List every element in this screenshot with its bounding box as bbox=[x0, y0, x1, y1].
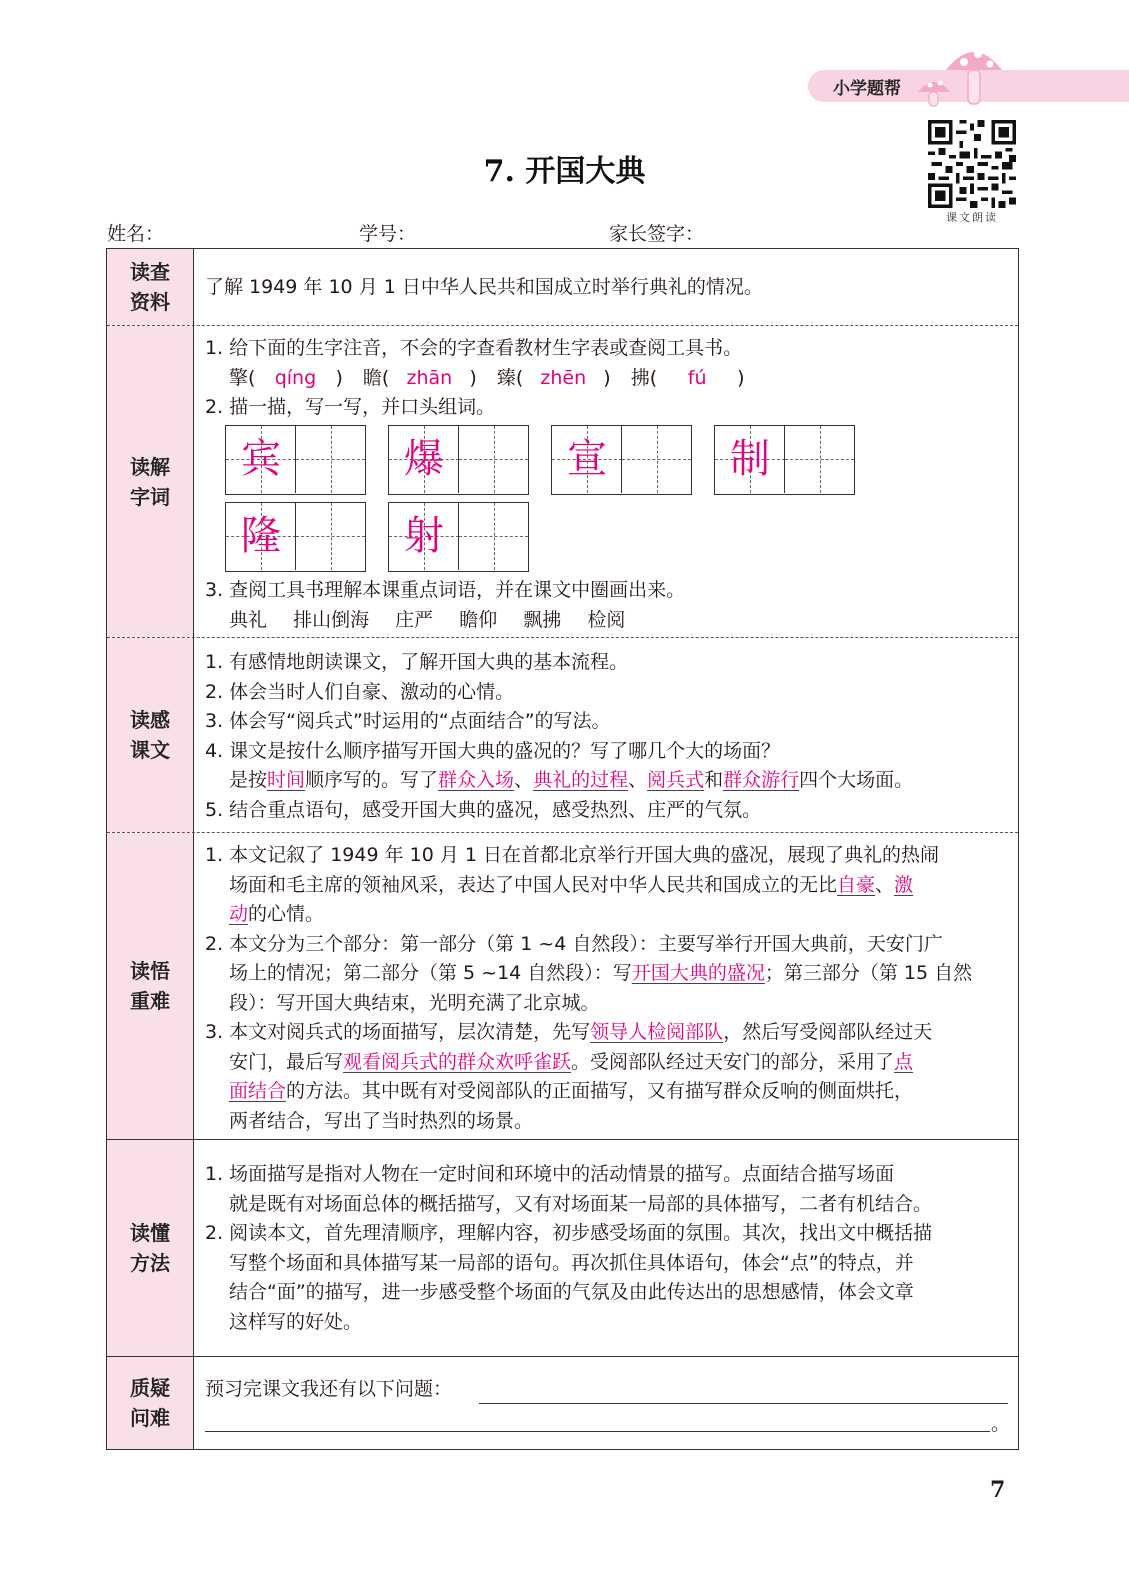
page-title: 7. 开国大典 bbox=[483, 154, 646, 189]
writing-box[interactable] bbox=[714, 425, 855, 495]
point-line: 两者结合，写出了当时热烈的场景。 bbox=[229, 1109, 534, 1132]
brand-name: 小学题帮 bbox=[833, 79, 901, 99]
answer-text: 点 bbox=[894, 1050, 914, 1073]
section-label: 读解字词 bbox=[107, 326, 194, 637]
answer-text: 群众入场 bbox=[438, 769, 515, 791]
pinyin-answer[interactable]: qíng bbox=[274, 366, 317, 389]
student-id-label: 学号： bbox=[359, 223, 417, 245]
student-info-row bbox=[107, 219, 1007, 245]
vocab-question-1: 1. 给下面的生字注音，不会的字查看教材生字表或查阅工具书。 bbox=[205, 337, 743, 359]
method-line: 这样写的好处。 bbox=[229, 1310, 363, 1333]
answer-text: 面结合 bbox=[229, 1080, 287, 1102]
key-word: 典礼 bbox=[229, 609, 268, 631]
method-line: 2. 阅读本文，首先理清顺序，理解内容，初步感受场面的氛围。其次，找出文中概括描 bbox=[205, 1222, 933, 1244]
page-number: 7 bbox=[990, 1477, 1006, 1503]
method-line: 结合“面”的描写，进一步感受整个场面的气氛及由此传达出的思想感情，体会文章 bbox=[229, 1281, 914, 1303]
section-content bbox=[205, 273, 1008, 303]
method-line: 写整个场面和具体描写某一局部的语句。再次抓住具体语句，体会“点”的特点，并 bbox=[229, 1251, 914, 1274]
section-read-materials bbox=[107, 249, 1018, 326]
pinyin-answer[interactable]: zhān bbox=[406, 366, 453, 389]
writing-box[interactable] bbox=[551, 425, 692, 495]
answer-text: 动 bbox=[229, 903, 249, 925]
key-word: 检阅 bbox=[587, 609, 626, 631]
answer-text: 自豪 bbox=[837, 873, 876, 896]
point-line: 场面和毛主席的领袖风采，表达了中国人民对中华人民共和国成立的无比自豪、激 bbox=[229, 873, 914, 896]
section-content bbox=[205, 1375, 1008, 1405]
section-content bbox=[205, 1160, 1008, 1337]
writing-box[interactable] bbox=[388, 425, 529, 495]
task-line: 3. 体会写“阅兵式”时运用的“点面结合”的写法。 bbox=[205, 710, 611, 732]
section-methods bbox=[107, 1140, 1018, 1357]
vocab-question-2: 2. 描一描，写一写，并口头组词。 bbox=[205, 396, 496, 418]
answer-text: 群众游行 bbox=[723, 769, 800, 791]
answer-text: 典礼的过程 bbox=[533, 769, 629, 791]
pinyin-answer[interactable]: zhēn bbox=[540, 366, 587, 389]
section-key-points bbox=[107, 833, 1018, 1140]
pinyin-item: 瞻( zhān ) bbox=[363, 367, 477, 389]
answer-text: 时间 bbox=[267, 769, 306, 791]
section-questions bbox=[107, 1357, 1018, 1449]
point-line: 2. 本文分为三个部分：第一部分（第 1 ~4 自然段）：主要写举行开国大典前，天安门广 bbox=[205, 932, 943, 955]
question-answer-line[interactable] bbox=[205, 1431, 990, 1432]
trace-char: 隆 bbox=[241, 513, 281, 559]
section-label: 读懂方法 bbox=[107, 1140, 194, 1356]
key-word: 排山倒海 bbox=[293, 609, 370, 631]
point-line: 面结合的方法。其中既有对受阅部队的正面描写，又有描写群众反响的侧面烘托， bbox=[229, 1080, 914, 1102]
section-content bbox=[205, 841, 1008, 1136]
trace-char: 制 bbox=[730, 436, 770, 482]
section-content bbox=[205, 334, 1018, 631]
trace-char: 宣 bbox=[567, 436, 607, 482]
writing-box[interactable] bbox=[225, 502, 366, 572]
trace-char: 射 bbox=[404, 513, 444, 559]
point-line: 1. 本文记叙了 1949 年 10 月 1 日在首都北京举行开国大典的盛况，展现了典礼的热闹 bbox=[205, 844, 940, 866]
writing-box[interactable] bbox=[225, 425, 366, 495]
key-word: 庄严 bbox=[395, 609, 434, 631]
section-label: 质疑问难 bbox=[107, 1357, 194, 1449]
pinyin-item: 擎( qíng ) bbox=[229, 367, 343, 389]
section-label: 读查资料 bbox=[107, 249, 194, 325]
task-line: 2. 体会当时人们自豪、激动的心情。 bbox=[205, 680, 515, 703]
point-line: 段）：写开国大典结束，光明充满了北京城。 bbox=[229, 991, 600, 1014]
section-content bbox=[205, 648, 1008, 825]
parent-sign-label: 家长签字： bbox=[609, 223, 705, 245]
section-label: 读感课文 bbox=[107, 638, 194, 832]
section-label: 读悟重难 bbox=[107, 833, 194, 1139]
answer-text: 阅兵式 bbox=[647, 769, 705, 791]
key-word: 瞻仰 bbox=[459, 609, 498, 631]
answer-text: 领导人检阅部队 bbox=[590, 1021, 724, 1043]
qr-caption: 课文朗读 bbox=[946, 211, 998, 224]
answer-text: 激 bbox=[894, 873, 914, 896]
task-line: 1. 有感情地朗读课文，了解开国大典的基本流程。 bbox=[205, 651, 629, 673]
trace-char: 宾 bbox=[241, 436, 281, 482]
pinyin-answer[interactable]: fú bbox=[687, 366, 707, 389]
name-label: 姓名： bbox=[107, 223, 165, 245]
answer-line: 是按时间顺序写的。写了群众入场、典礼的过程、阅兵式和群众游行四个大场面。 bbox=[229, 769, 914, 791]
point-line: 3. 本文对阅兵式的场面描写，层次清楚，先写领导人检阅部队，然后写受阅部队经过天 bbox=[205, 1021, 933, 1043]
vocab-question-3: 3. 查阅工具书理解本课重点词语，并在课文中圈画出来。 bbox=[205, 579, 686, 601]
method-line: 就是既有对场面总体的概括描写，又有对场面某一局部的具体描写，二者有机结合。 bbox=[229, 1192, 933, 1215]
point-line: 场上的情况；第二部分（第 5 ~14 自然段）：写开国大典的盛况；第三部分（第 15 自然 bbox=[229, 962, 973, 984]
trace-char: 爆 bbox=[404, 436, 444, 482]
materials-text: 了解 1949 年 10 月 1 日中华人民共和国成立时举行典礼的情况。 bbox=[205, 276, 763, 298]
question-answer-line[interactable] bbox=[479, 1403, 1008, 1404]
mushroom-icon bbox=[916, 40, 1008, 110]
pinyin-row bbox=[205, 364, 1018, 394]
point-line: 动的心情。 bbox=[229, 903, 325, 925]
worksheet-table bbox=[106, 248, 1019, 1450]
writing-box[interactable] bbox=[388, 502, 529, 572]
pinyin-item: 臻( zhēn ) bbox=[497, 367, 611, 389]
section-vocabulary bbox=[107, 326, 1018, 638]
pinyin-item: 拂( fú ) bbox=[631, 367, 745, 389]
point-line: 安门，最后写观看阅兵式的群众欢呼雀跃。受阅部队经过天安门的部分，采用了点 bbox=[229, 1050, 914, 1073]
answer-text: 观看阅兵式的群众欢呼雀跃 bbox=[343, 1050, 572, 1073]
question-prompt: 预习完课文我还有以下问题： bbox=[205, 1378, 453, 1400]
method-line: 1. 场面描写是指对人物在一定时间和环境中的活动情景的描写。点面结合描写场面 bbox=[205, 1163, 895, 1185]
key-words-row bbox=[205, 606, 625, 636]
end-mark: 。 bbox=[991, 1413, 1011, 1435]
section-read-text bbox=[107, 638, 1018, 833]
task-line: 4. 课文是按什么顺序描写开国大典的盛况的？写了哪几个大的场面？ bbox=[205, 739, 781, 762]
key-word: 飘拂 bbox=[523, 609, 562, 631]
answer-text: 开国大典的盛况 bbox=[631, 962, 765, 984]
task-line: 5. 结合重点语句，感受开国大典的盛况，感受热烈、庄严的气氛。 bbox=[205, 798, 762, 821]
